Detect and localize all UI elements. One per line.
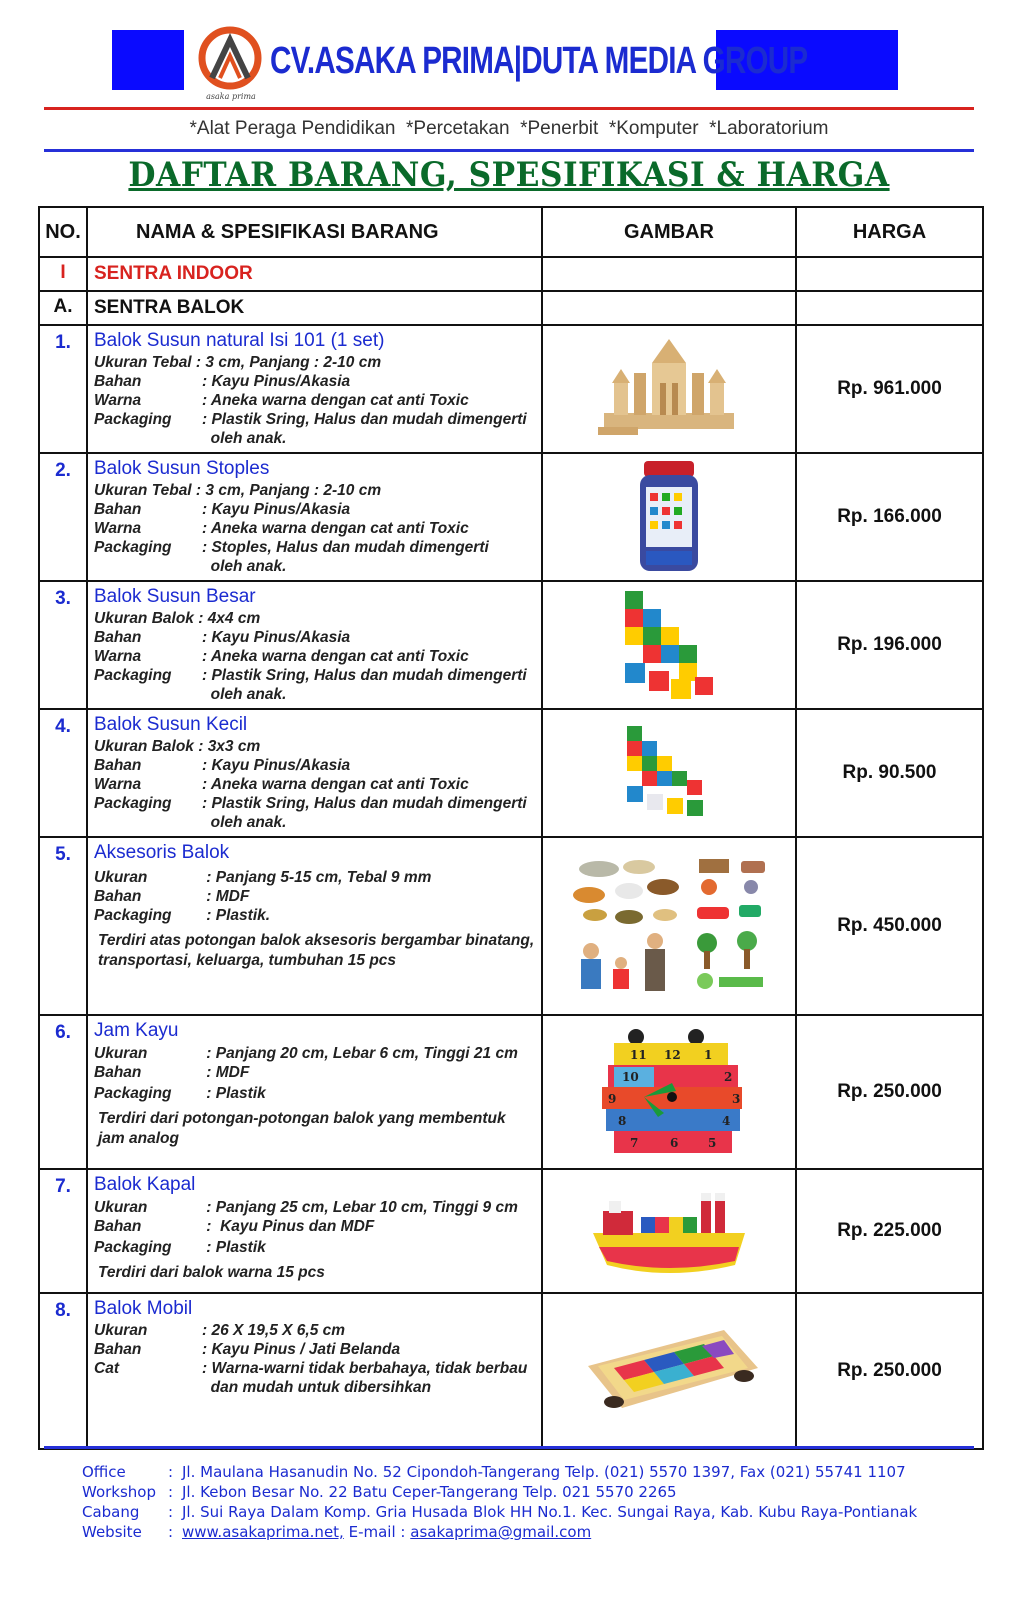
item-spec: Balok Susun Stoples Ukuran Tebal : 3 cm, Panjang : 2-10 cm Bahan : Kayu Pinus/Akasia Warna : Aneka warna dengan cat anti Toxic Packaging : Stoples, Halus dan mudah dimengerti oleh anak. [87, 453, 542, 581]
item-title: Aksesoris Balok [94, 842, 230, 863]
item-image [542, 581, 796, 709]
item-spec: Aksesoris Balok Ukuran : Panjang 5-15 cm, Tebal 9 mm Bahan : MDF Packaging : Plastik. Terdiri atas potongan balok aksesoris bergambar binatang, transportasi, keluarga, tumbuhan 15 pcs [87, 837, 542, 1015]
svg-text:9: 9 [608, 1092, 617, 1106]
item-price: Rp. 166.000 [796, 453, 983, 581]
divider-blue [44, 149, 974, 152]
svg-text:6: 6 [670, 1136, 679, 1150]
website-link[interactable]: www.asakaprima.net, [182, 1523, 344, 1541]
svg-text:1: 1 [704, 1048, 713, 1062]
footer-divider [44, 1446, 974, 1449]
item-description: Terdiri dari balok warna 15 pcs [98, 1264, 325, 1281]
svg-text:3: 3 [732, 1092, 741, 1106]
item-no: 8. [39, 1293, 87, 1449]
accessories-photo [569, 851, 769, 1001]
svg-text:5: 5 [708, 1136, 717, 1150]
item-title: Balok Kapal [94, 1174, 196, 1195]
item-image [542, 837, 796, 1015]
svg-text:12: 12 [664, 1048, 681, 1062]
item-image [542, 1015, 796, 1169]
company-logo-icon [198, 26, 264, 102]
footer-cabang: Cabang : Jl. Sui Raya Dalam Komp. Gria Husada Blok HH No.1. Kec. Sungai Raya, Kab. Kubu Raya-Pontianak [82, 1503, 918, 1521]
item-image [542, 709, 796, 837]
letterhead [0, 0, 1018, 200]
divider-red [44, 107, 974, 110]
colored-cubes-photo [619, 587, 719, 703]
item-image [542, 325, 796, 453]
item-no: 2. [39, 453, 87, 581]
item-description: Terdiri dari potongan-potongan balok yang membentuk jam analog [98, 1110, 506, 1147]
item-no: 3. [39, 581, 87, 709]
subsection-no: A. [39, 291, 87, 325]
section-row [39, 257, 983, 291]
wooden-clock-photo [584, 1027, 754, 1157]
table-row [39, 1015, 983, 1169]
item-title: Jam Kayu [94, 1020, 179, 1041]
jar-photo [634, 459, 704, 575]
natural-blocks-photo [594, 333, 744, 445]
footer-workshop: Workshop : Jl. Kebon Besar No. 22 Batu Ceper-Tangerang Telp. 021 5570 2265 [82, 1483, 677, 1501]
blue-banner-left [112, 30, 184, 90]
item-price: Rp. 450.000 [796, 837, 983, 1015]
item-spec: Balok Susun Besar Ukuran Balok : 4x4 cm Bahan : Kayu Pinus/Akasia Warna : Aneka warna dengan cat anti Toxic Packaging : Plastik Sring, Halus dan mudah dimengerti oleh anak. [87, 581, 542, 709]
item-title: Balok Susun Stoples [94, 458, 270, 479]
item-no: 6. [39, 1015, 87, 1169]
item-image [542, 453, 796, 581]
header-no: NO. [39, 207, 87, 257]
logo-caption: asaka prima [206, 92, 256, 101]
item-price: Rp. 225.000 [796, 1169, 983, 1293]
item-title: Balok Susun Besar [94, 586, 256, 607]
svg-text:8: 8 [618, 1114, 627, 1128]
table-row [39, 1169, 983, 1293]
header-price: HARGA [796, 207, 983, 257]
company-name: CV.ASAKA PRIMA|DUTA MEDIA GROUP [270, 40, 808, 82]
item-no: 1. [39, 325, 87, 453]
section-title: SENTRA INDOOR [87, 257, 542, 291]
svg-text:11: 11 [630, 1048, 647, 1062]
item-spec: Balok Susun Kecil Ukuran Balok : 3x3 cm Bahan : Kayu Pinus/Akasia Warna : Aneka warna dengan cat anti Toxic Packaging : Plastik Sring, Halus dan mudah dimengerti oleh anak. [87, 709, 542, 837]
table-row [39, 453, 983, 581]
price-table [38, 206, 984, 1450]
item-no: 4. [39, 709, 87, 837]
item-image [542, 1293, 796, 1449]
svg-text:10: 10 [622, 1070, 639, 1084]
header-name: NAMA & SPESIFIKASI BARANG [87, 207, 542, 257]
svg-text:2: 2 [724, 1070, 733, 1084]
subsection-row [39, 291, 983, 325]
table-row [39, 837, 983, 1015]
item-price: Rp. 90.500 [796, 709, 983, 837]
table-row [39, 325, 983, 453]
table-row [39, 1293, 983, 1449]
tagline: *Alat Peraga Pendidikan *Percetakan *Penerbit *Komputer *Laboratorium [189, 118, 829, 139]
item-price: Rp. 196.000 [796, 581, 983, 709]
item-spec: Balok Susun natural Isi 101 (1 set) Ukuran Tebal : 3 cm, Panjang : 2-10 cm Bahan : Kayu Pinus/Akasia Warna : Aneka warna dengan cat anti Toxic Packaging : Plastik Sring, Halus dan mudah dimengerti oleh anak. [87, 325, 542, 453]
item-price: Rp. 961.000 [796, 325, 983, 453]
subsection-title: SENTRA BALOK [87, 291, 542, 325]
item-image [542, 1169, 796, 1293]
footer-contact [82, 1462, 917, 1542]
table-row [39, 709, 983, 837]
table-row [39, 581, 983, 709]
item-no: 5. [39, 837, 87, 1015]
small-cubes-photo [619, 720, 719, 826]
email-link[interactable]: asakaprima@gmail.com [410, 1523, 592, 1541]
item-title: Balok Mobil [94, 1298, 193, 1319]
item-no: 7. [39, 1169, 87, 1293]
item-description: Terdiri atas potongan balok aksesoris bergambar binatang, transportasi, keluarga, tumbuhan 15 pcs [98, 932, 535, 969]
ship-blocks-photo [589, 1181, 749, 1281]
footer-office: Office : Jl. Maulana Hasanudin No. 52 Cipondoh-Tangerang Telp. (021) 5570 1397, Fax (021) 55741 1107 [82, 1463, 906, 1481]
svg-text:7: 7 [630, 1136, 639, 1150]
car-blocks-photo [574, 1316, 764, 1426]
item-price: Rp. 250.000 [796, 1293, 983, 1449]
item-spec: Balok Kapal Ukuran : Panjang 25 cm, Lebar 10 cm, Tinggi 9 cm Bahan : Kayu Pinus dan MDF Packaging : Plastik Terdiri dari balok warna 15 pcs [87, 1169, 542, 1293]
item-title: Balok Susun natural Isi 101 (1 set) [94, 330, 385, 351]
page-title: DAFTAR BARANG, SPESIFIKASI & HARGA [128, 155, 890, 195]
item-title: Balok Susun Kecil [94, 714, 248, 735]
footer-website: Website : www.asakaprima.net, E-mail : asakaprima@gmail.com [82, 1523, 592, 1541]
section-no: I [39, 257, 87, 291]
svg-text:4: 4 [722, 1114, 731, 1128]
item-price: Rp. 250.000 [796, 1015, 983, 1169]
table-header-row [39, 207, 983, 257]
header-image: GAMBAR [542, 207, 796, 257]
item-spec: Jam Kayu Ukuran : Panjang 20 cm, Lebar 6 cm, Tinggi 21 cm Bahan : MDF Packaging : Plastik Terdiri dari potongan-potongan balok yang membentuk jam analog [87, 1015, 542, 1169]
item-spec: Balok Mobil Ukuran : 26 X 19,5 X 6,5 cm Bahan : Kayu Pinus / Jati Belanda Cat : Warna-warni tidak berbahaya, tidak berbau dan mudah untuk dibersihkan [87, 1293, 542, 1449]
